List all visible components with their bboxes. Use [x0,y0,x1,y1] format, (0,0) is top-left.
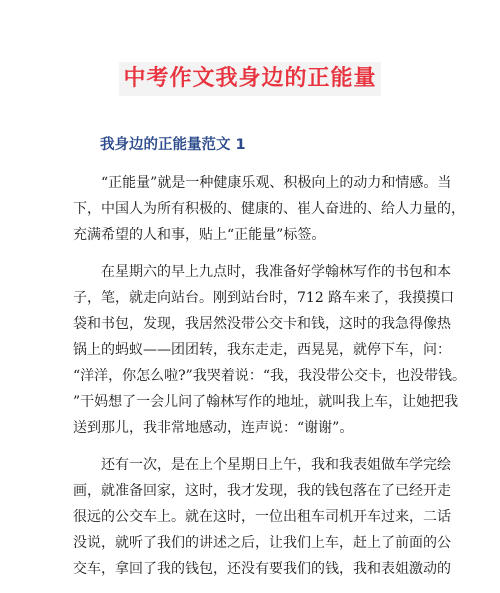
body-text [73,170,466,593]
text-line: 下，中国人为所有积极的、健康的、崔人奋进的、给人力量的， [73,201,465,217]
document-title: 中考作文我身边的正能量 [119,62,380,96]
text-line: 锅上的蚂蚁——团团转，我东走走，西晃晃，就停下车，问： [73,342,451,358]
text-line: 子，笔，就走向站台。刚到站台时，712 路车来了，我摸摸口 [73,290,455,306]
text-line: ”干妈想了一会儿问了翰林写作的地址，就叫我上车，让她把我 [73,394,459,410]
section-heading: 我身边的正能量范文 1 [100,137,246,153]
text-line: “正能量”就是一种健康乐观、积极向上的动力和情感。当 [101,175,452,191]
text-line: 交车，拿回了我的钱包，还没有要我们的钱，我和表姐激动的 [73,561,451,577]
text-line: 很远的公交车上。就在这时，一位出租车司机开车过来，二话 [73,509,451,525]
paragraph-2 [73,259,466,441]
text-line: 没说，就听了我们的讲述之后，让我们上车，赶上了前面的公 [73,535,451,551]
text-line: 画，就准备回家，这时，我才发现，我的钱包落在了已经开走 [73,483,451,499]
paragraph-1 [73,170,465,248]
text-line: “洋洋，你怎么啦?”我哭着说：“我，我没带公交卡，也没带钱。 [73,368,466,384]
paragraph-3 [73,452,451,582]
text-line: 在星期六的早上九点时，我准备好学翰林写作的书包和本 [101,264,451,280]
text-line: 送到那儿，我非常地感动，连声说：“谢谢”。 [73,420,354,436]
title-wrap [0,62,500,96]
text-line: 还有一次，是在上个星期日上午，我和我表姐做车学完绘 [101,457,451,473]
text-line: 充满希望的人和事，贴上“正能量”标签。 [73,227,326,243]
text-line: 袋和书包，发现，我居然没带公交卡和钱，这时的我急得像热 [73,316,451,332]
